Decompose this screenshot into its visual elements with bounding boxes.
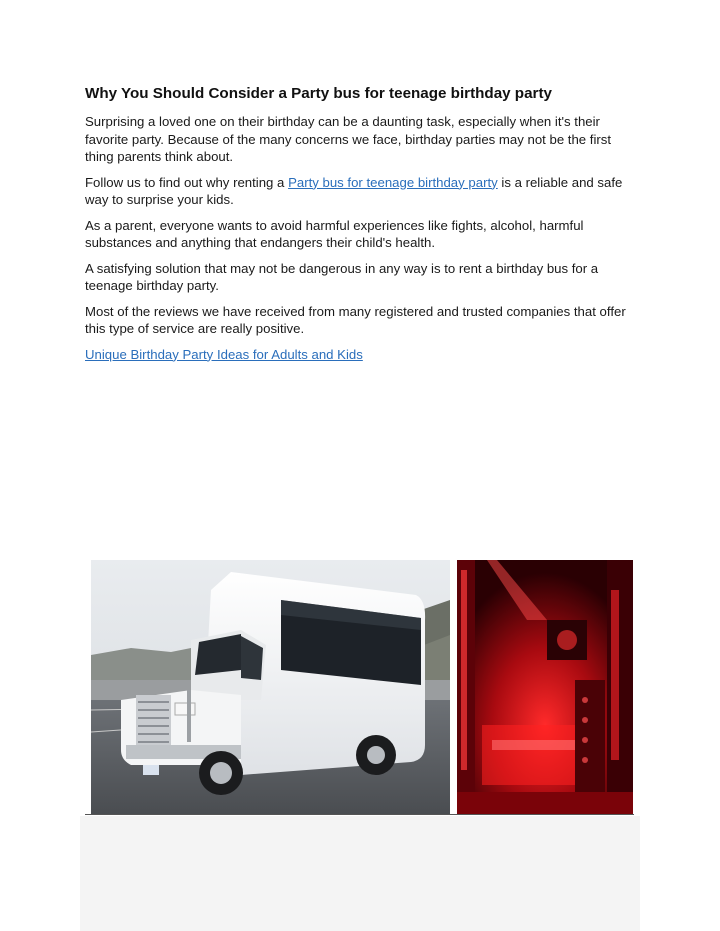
paragraph-intro: Surprising a loved one on their birthday can be a daunting task, especially when it's their favorite party. Because of the many concerns we face, birthday parties may not be the first thing parents think about.	[85, 114, 612, 164]
paragraph-follow-text-after: is a reliable and safe way to surprise your kids.	[85, 174, 623, 207]
article-body	[85, 84, 640, 371]
paragraph-solution: A satisfying solution that may not be dangerous in any way is to rent a birthday bus for a teenage birthday party.	[85, 260, 599, 293]
party-bus-interior-photo	[457, 560, 633, 814]
paragraph-link	[85, 346, 640, 364]
article-title: Why You Should Consider a Party bus for teenage birthday party	[85, 85, 552, 102]
photo-row	[91, 560, 633, 814]
page-footer-area	[80, 816, 640, 931]
page-divider	[85, 814, 634, 815]
paragraph-parent: As a parent, everyone wants to avoid harmful experiences like fights, alcohol, harmful substances and anything that endangers their child's health.	[85, 217, 584, 250]
birthday-ideas-link[interactable]: Unique Birthday Party Ideas for Adults and Kids	[85, 346, 363, 362]
party-bus-link[interactable]: Party bus for teenage birthday party	[288, 174, 498, 190]
paragraph-follow	[85, 174, 640, 209]
party-bus-exterior-photo	[91, 560, 450, 814]
paragraph-follow-text-before: Follow us to find out why renting a	[85, 174, 289, 190]
paragraph-reviews: Most of the reviews we have received from many registered and trusted companies that offer this type of service are really positive.	[85, 303, 626, 336]
